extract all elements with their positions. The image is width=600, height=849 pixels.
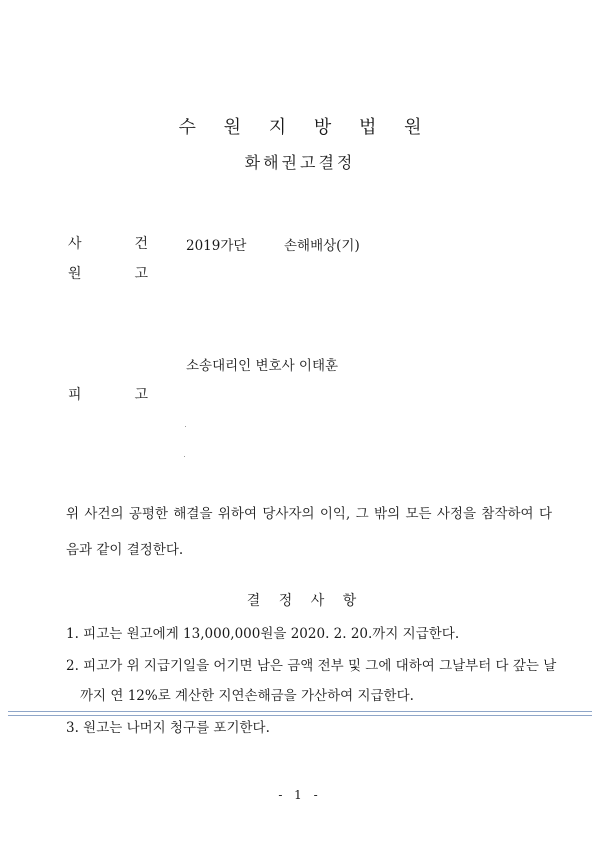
defendant-label-char-2: 고 — [134, 387, 148, 403]
decision-item-2-continued: 까지 연 12%로 계산한 지연손해금을 가산하여 지급한다. — [80, 688, 414, 704]
attorney-line: 소송대리인 변호사 이태훈 — [186, 358, 339, 374]
plaintiff-label-char-2: 고 — [134, 266, 148, 282]
case-label — [68, 233, 148, 253]
page-number: - 1 - — [278, 788, 322, 802]
decision-section-title: 결 정 사 항 — [246, 593, 364, 609]
decision-item-3: 3. 원고는 나머지 청구를 포기한다. — [66, 720, 270, 736]
document-title: 화해권고결정 — [244, 153, 356, 172]
scan-rule-line — [8, 711, 592, 712]
case-name: 손해배상(기) — [284, 238, 360, 254]
decision-item-1: 1. 피고는 원고에게 13,000,000원을 2020. 2. 20.까지 지급한다. — [66, 626, 460, 642]
court-name: 수 원 지 방 법 원 — [178, 117, 433, 138]
case-number: 2019가단 — [186, 238, 247, 254]
plaintiff-label-char-1: 원 — [68, 266, 82, 282]
scan-speck — [185, 426, 186, 427]
case-label-char-1: 사 — [68, 236, 82, 252]
defendant-label-char-1: 피 — [68, 387, 82, 403]
scan-speck — [184, 456, 185, 457]
defendant-label — [68, 384, 148, 404]
decision-item-2: 2. 피고가 위 지급기일을 어기면 남은 금액 전부 및 그에 대하여 그날부터 다 갚는 날 — [66, 658, 557, 674]
plaintiff-label — [68, 263, 148, 283]
case-label-char-2: 건 — [134, 236, 148, 252]
intro-paragraph: 위 사건의 공평한 해결을 위하여 당사자의 이익, 그 밖의 모든 사정을 참작하여 다음과 같이 결정한다. — [66, 506, 552, 558]
